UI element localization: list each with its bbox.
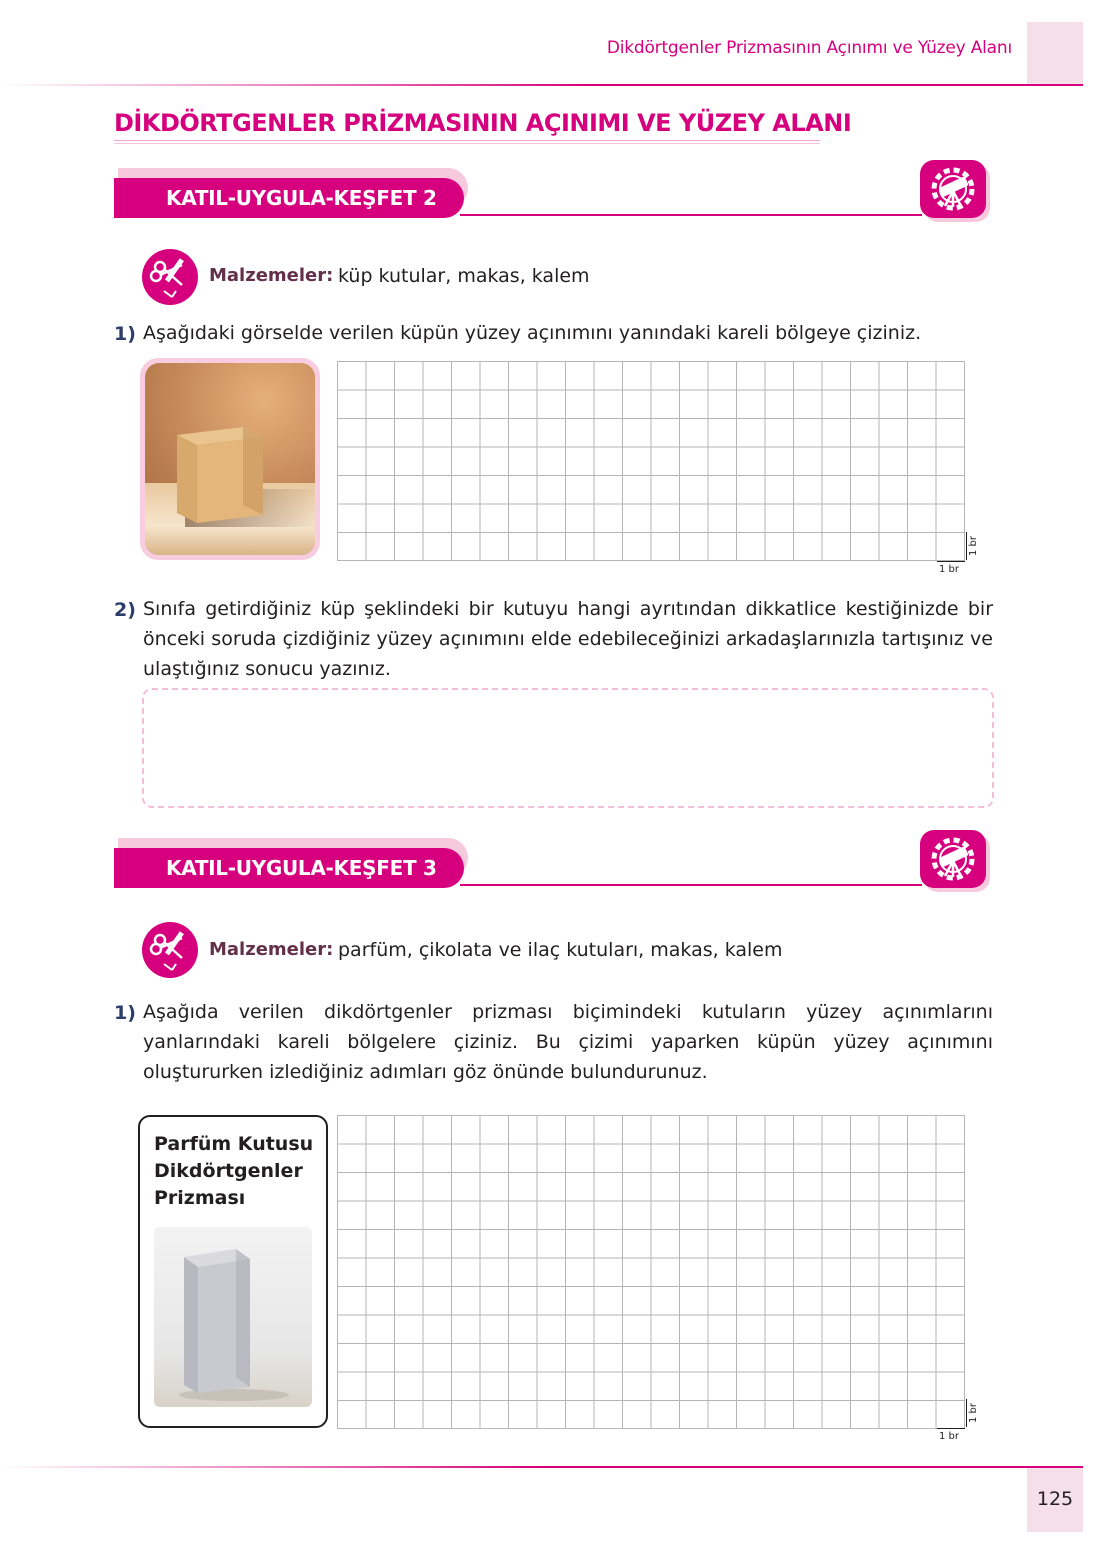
question-text: Aşağıdaki görselde verilen küpün yüzey açınımını yanındaki kareli bölgeye çiziniz.: [143, 322, 922, 344]
scissors-pen-icon: [142, 922, 198, 978]
unit-tick-vertical: [966, 1399, 967, 1427]
unit-label-horizontal: 1 br: [939, 1431, 959, 1442]
page-title: DİKDÖRTGENLER PRİZMASININ AÇINIMI VE YÜZEY ALANI: [114, 109, 852, 137]
cube-drawing: [145, 363, 315, 555]
section-header-activity-2: KATIL-UYGULA-KEŞFET 2: [114, 178, 464, 218]
cube-photo-frame: [140, 358, 320, 560]
cube-photo: [145, 363, 315, 555]
telescope-gear-icon: [920, 830, 986, 888]
header-rule: [0, 84, 1083, 86]
perfume-box-photo: [154, 1227, 312, 1407]
section-header-activity-3: KATIL-UYGULA-KEŞFET 3: [114, 848, 464, 888]
card-title-line: Parfüm Kutusu: [154, 1133, 314, 1155]
unit-label-horizontal: 1 br: [939, 564, 959, 575]
question-number: 1): [114, 1002, 136, 1024]
answer-box[interactable]: [142, 688, 994, 808]
question-text: Aşağıda verilen dikdörtgenler prizması biçimindeki kutuların yüzey açınımlarını yanlarındaki kareli bölgelere çiziniz. Bu çizimi yaparken küpün yüzey açınımını oluştururken izlediğiniz adımları göz önünde bulundurunuz.: [143, 1001, 993, 1083]
title-underline: [114, 140, 820, 141]
unit-tick-vertical: [966, 532, 967, 560]
materials-label: Malzemeler:: [209, 939, 334, 960]
unit-label-vertical: 1 br: [968, 1403, 979, 1423]
question-text: Sınıfa getirdiğiniz küp şeklindeki bir kutuyu hangi ayrıtından dikkatlice kestiğinizde bir önceki soruda çizdiğiniz yüzey açınımını elde edebileceğinizi arkadaşlarınızla tartışınız ve ulaştığınız sonucu yazınız.: [143, 598, 993, 680]
materials-label: Malzemeler:: [209, 265, 334, 286]
materials-list: parfüm, çikolata ve ilaç kutuları, makas, kalem: [338, 939, 783, 961]
unit-tick-horizontal: [937, 1428, 965, 1429]
drawing-grid[interactable]: [337, 361, 965, 561]
telescope-gear-icon: [920, 160, 986, 218]
footer-rule: [0, 1466, 1083, 1468]
question-number: 2): [114, 599, 136, 621]
materials-list: küp kutular, makas, kalem: [338, 265, 590, 287]
section-header-line: [460, 884, 922, 886]
header-corner-tab: [1027, 22, 1083, 84]
unit-tick-horizontal: [937, 561, 965, 562]
scissors-pen-icon: [142, 249, 198, 305]
section-header-line: [460, 214, 922, 216]
perfume-box-card: [138, 1115, 328, 1428]
card-title-line: Prizması: [154, 1187, 246, 1209]
unit-label-vertical: 1 br: [968, 536, 979, 556]
page-number: 125: [1036, 1488, 1074, 1510]
title-underline: [114, 143, 820, 144]
question-number: 1): [114, 323, 136, 345]
card-title-line: Dikdörtgenler: [154, 1160, 303, 1182]
running-header: Dikdörtgenler Prizmasının Açınımı ve Yüzey Alanı: [606, 38, 1012, 58]
drawing-grid[interactable]: [337, 1115, 965, 1429]
